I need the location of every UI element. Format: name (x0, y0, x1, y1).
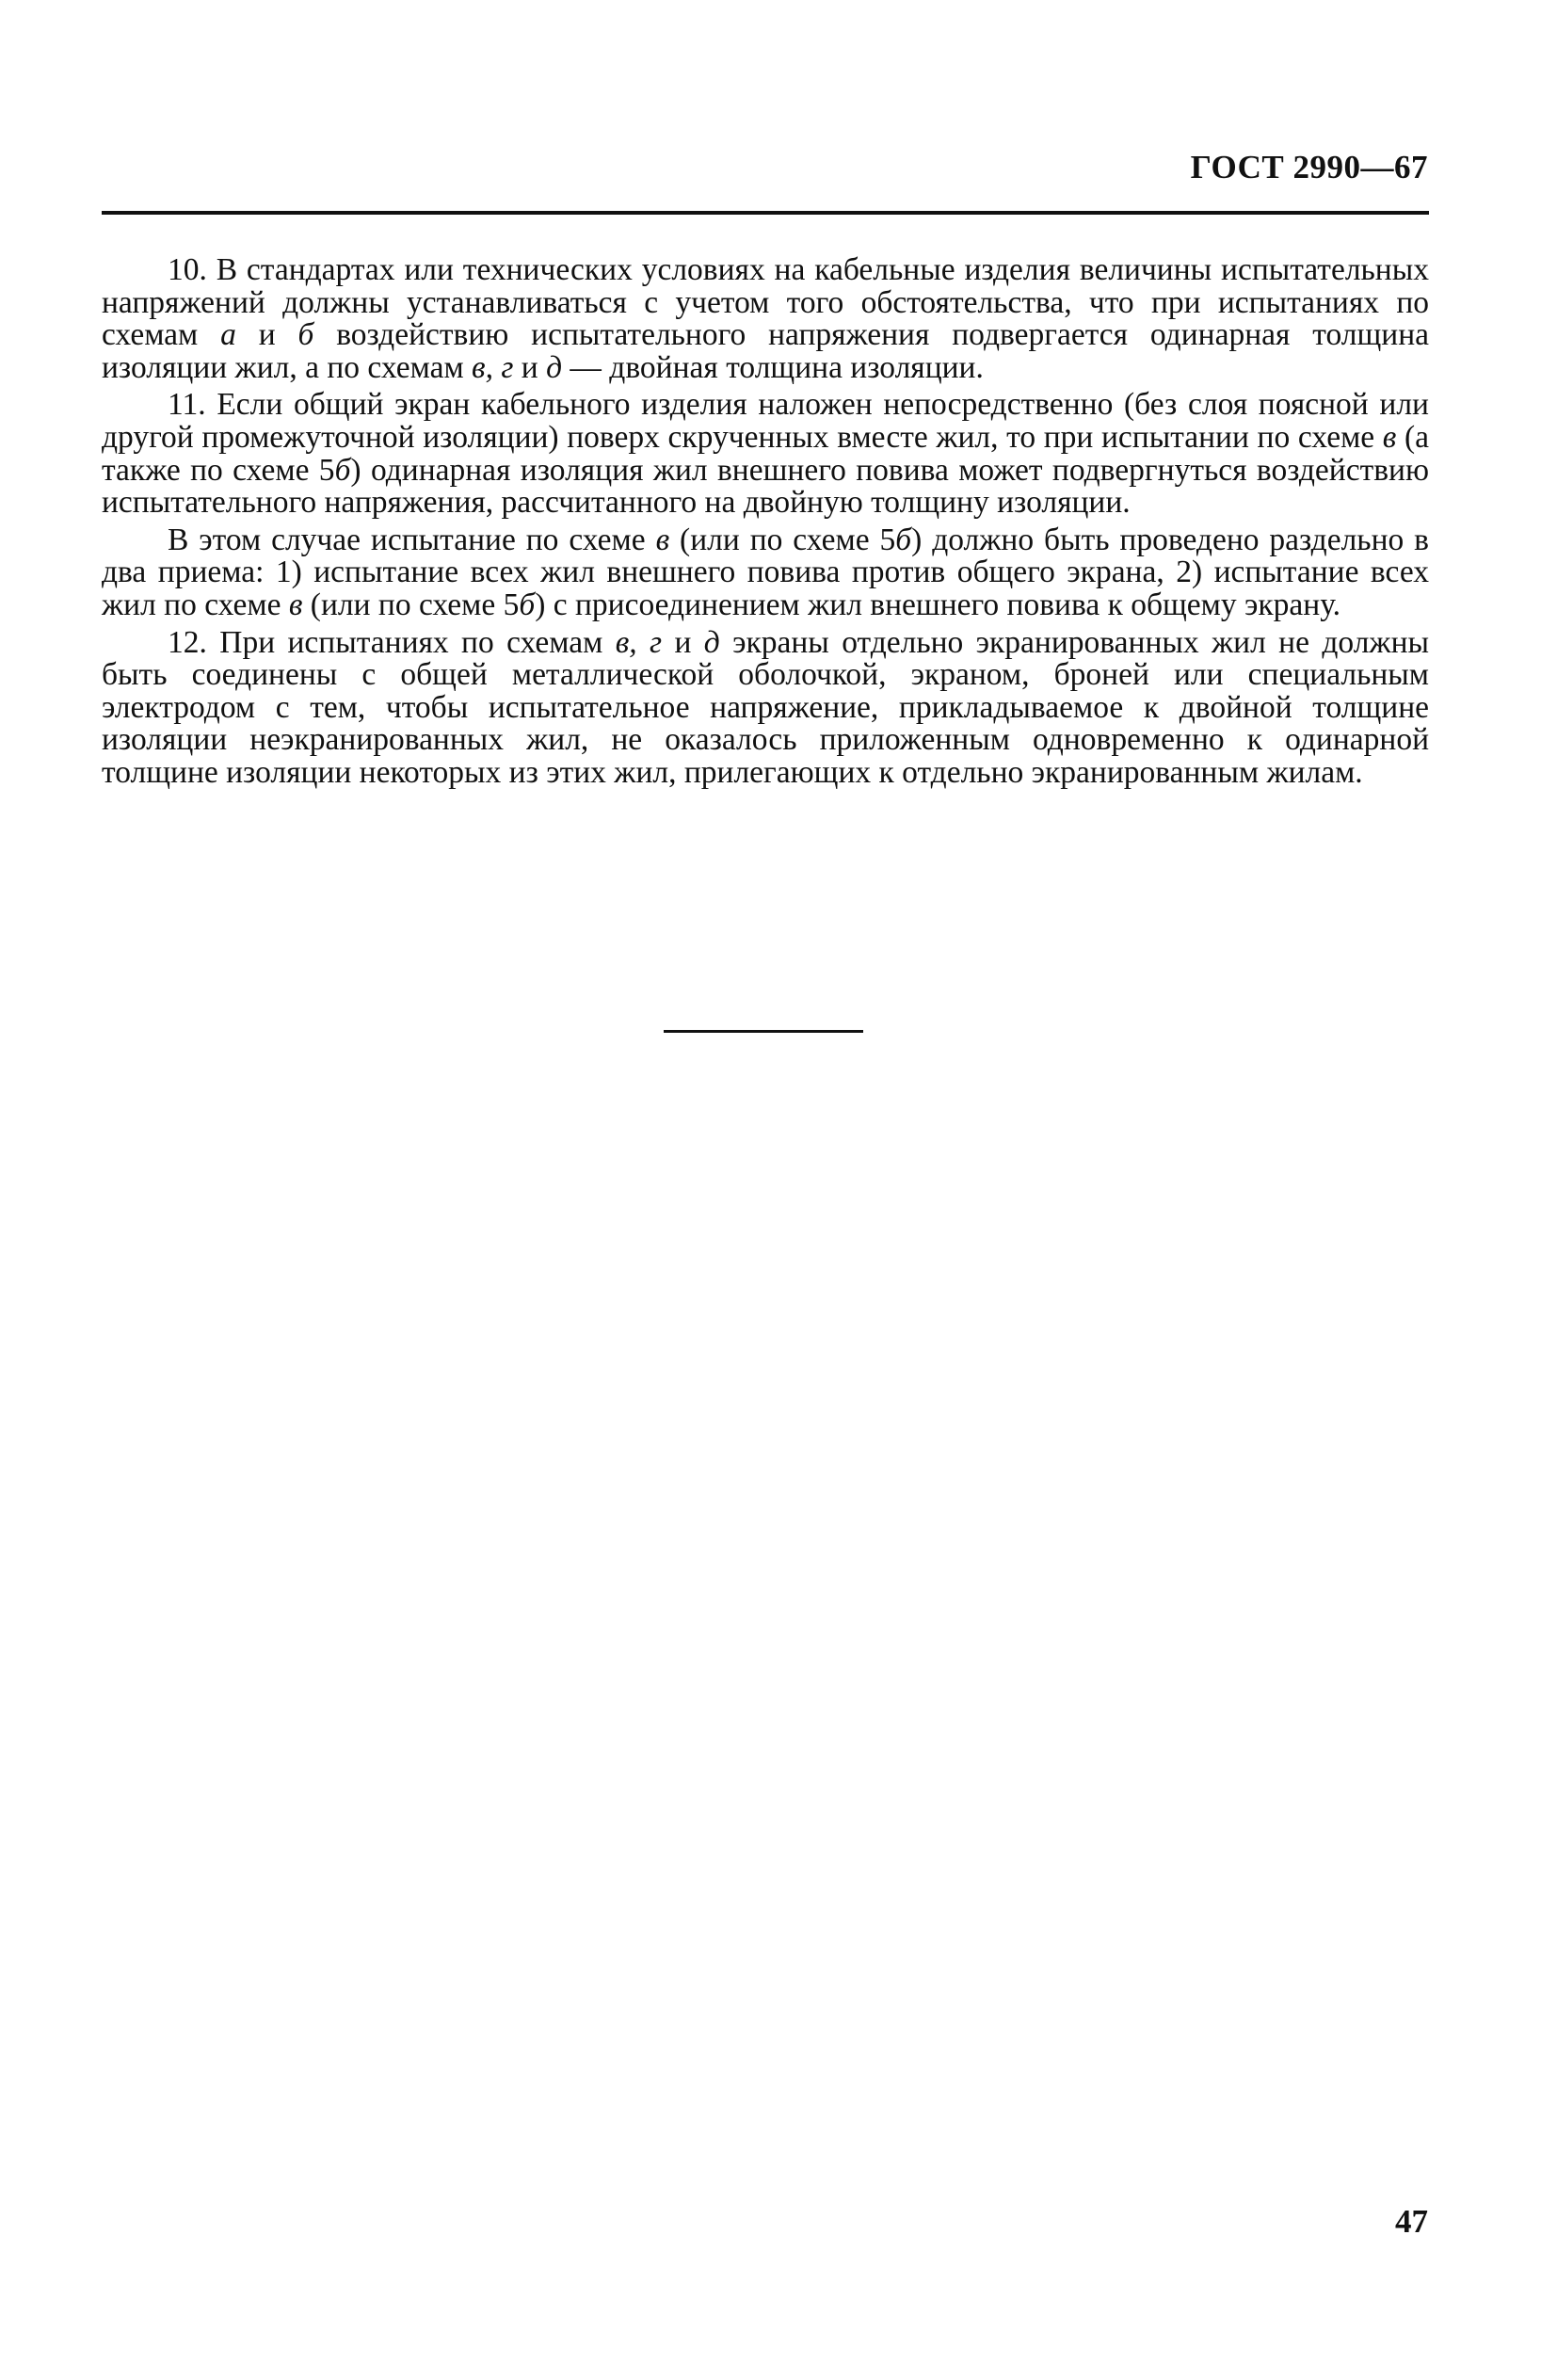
text-run: (или по схеме 5 (302, 587, 520, 622)
clause-11-continuation (102, 524, 1429, 622)
scheme-letter: б (519, 587, 536, 622)
clause-10 (102, 254, 1429, 384)
text-run: — двойная толщина изоляции. (562, 349, 984, 385)
scheme-letter: б (297, 317, 314, 353)
scheme-letter: в (655, 522, 670, 557)
text-run: воздействию испытательного напряжения подвергается одинарная толщина изоляции жил, а по схемам (102, 317, 1429, 385)
text-run: (или по схеме 5 (669, 522, 896, 557)
clause-12 (102, 624, 1430, 790)
document-body (102, 254, 1429, 790)
scheme-letter: д (703, 624, 720, 660)
text-run: и (513, 349, 547, 385)
scheme-letter: д (546, 349, 563, 385)
scheme-letter: в, г (472, 349, 514, 385)
text-run: 10. В стандартах или технических условиях на кабельные изделия величины испытательных напряжений должны устанавливаться с учетом того обстоятельства, что при испытаниях по схемам (102, 252, 1429, 353)
text-run: 12. При испытаниях по схемам (168, 624, 616, 660)
text-run: экраны отдельно экранированных жил не должны быть соединены с общей металлической оболочкой, экраном, броней или специальным электродом с тем, чтобы испытательное напряжение, прикладываемое к двойной толщине изоляции неэкранированных жил, не оказалось приложенным одновременно к одинарной толщине изоляции некоторых из этих жил, прилегающих к отдельно экранированным жилам. (102, 624, 1430, 790)
clause-11 (102, 389, 1429, 519)
scheme-letter: б (334, 452, 351, 488)
header-rule (102, 211, 1429, 215)
text-run: ) одинарная изоляция жил внешнего повива может подвергнуться воздействию испытательного напряжения, рассчитанного на двойную толщину изоляции. (102, 452, 1429, 521)
scheme-letter: в (1382, 419, 1397, 455)
scheme-letter: в, г (615, 624, 663, 660)
scheme-letter: а (220, 317, 236, 353)
page-number: 47 (1395, 2203, 1428, 2240)
end-of-text-rule (664, 1030, 863, 1033)
text-run: В этом случае испытание по схеме (168, 522, 656, 557)
text-run: 11. Если общий экран кабельного изделия наложен непосредственно (без слоя поясной или другой промежуточной изоляции) поверх скрученных вместе жил, то при испытании по схеме (102, 387, 1429, 455)
text-run: (а также по схеме 5 (102, 419, 1429, 488)
text-run: и (662, 624, 704, 660)
scheme-letter: б (895, 522, 912, 557)
text-run: ) должно быть проведено раздельно в два приема: 1) испытание всех жил внешнего повива против общего экрана, 2) испытание всех жил по схеме (102, 522, 1429, 622)
text-run: ) с присоединением жил внешнего повива к общему экрану. (535, 587, 1340, 622)
standard-code-header: ГОСТ 2990—67 (1190, 149, 1428, 185)
scheme-letter: в (288, 587, 303, 622)
text-run: и (235, 317, 298, 353)
